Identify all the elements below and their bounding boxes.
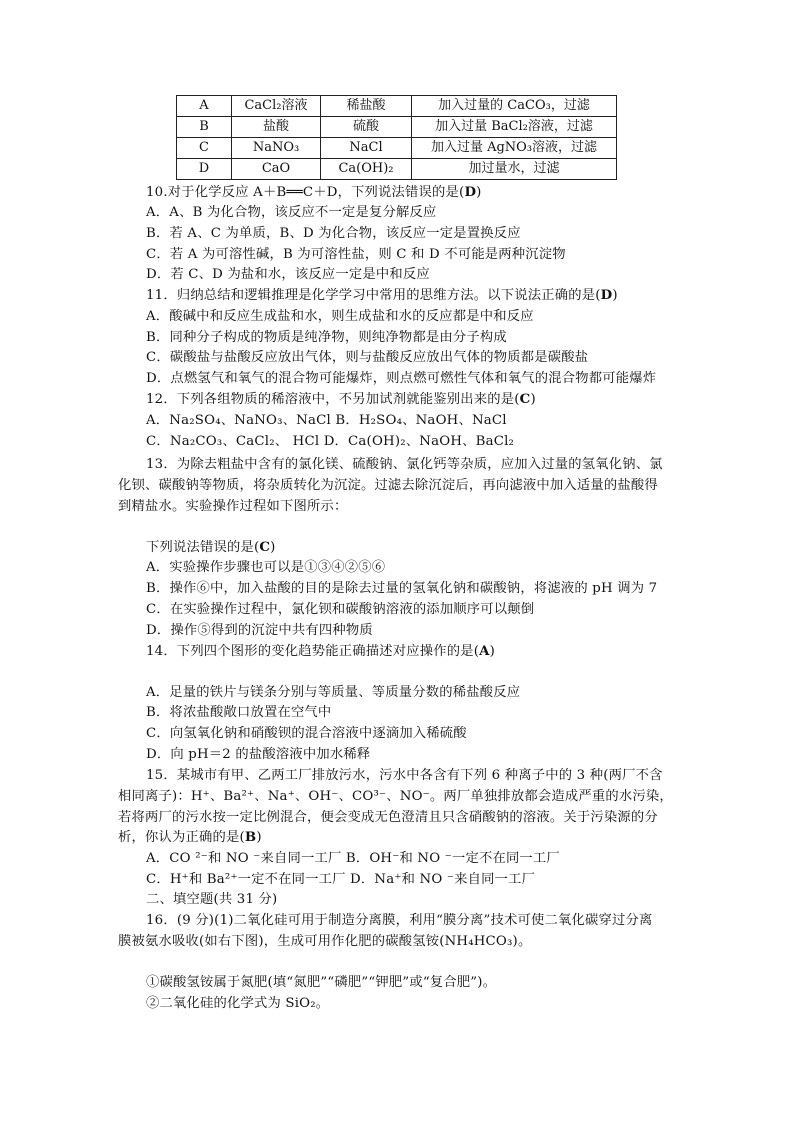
answer-close-paren: ) — [270, 540, 276, 555]
line-text: B．操作⑥中，加入盐酸的目的是除去过量的氢氧化钠和碳酸钠，将滤液的 pH 调为 7 — [146, 581, 658, 596]
line-q14 — [146, 642, 495, 662]
line-text: A．Na₂SO₄、NaNO₃、NaCl B．H₂SO₄、NaOH、NaCl — [146, 413, 507, 428]
line-q10d — [146, 265, 430, 285]
line-text: 若将两厂的污水按一定比例混合，便会变成无色澄清且只含硝酸钠的溶液。关于污染源的分 — [118, 810, 658, 825]
table-cell-label: A — [177, 96, 232, 117]
line-q11d — [146, 369, 656, 389]
table-cell-label: D — [177, 159, 232, 180]
table-cell-c3: 加过量水，过滤 — [412, 159, 617, 180]
line-q15ab — [146, 849, 560, 869]
line-text: 12．下列各组物质的稀溶液中，不另加试剂就能鉴别出来的是( — [146, 392, 520, 407]
line-text: A．CO ²⁻和 NO ⁻来自同一工厂 B．OH⁻和 NO ⁻一定不在同一工厂 — [146, 851, 560, 866]
table-cell-c2: 稀盐酸 — [321, 96, 412, 117]
table-row — [177, 117, 617, 138]
answer-letter: D — [464, 185, 477, 200]
table-cell-c1: NaNO₃ — [232, 138, 321, 159]
line-text: 析，你认为正确的是( — [118, 830, 245, 845]
line-q11 — [146, 286, 618, 306]
line-q15cd — [146, 870, 535, 890]
line-text: 13．为除去粗盐中含有的氯化镁、硫酸钠、氯化钙等杂质，应加入过量的氢氧化钠、氯 — [146, 457, 663, 472]
line-q12ab — [146, 411, 507, 431]
table-cell-c2: Ca(OH)₂ — [321, 159, 412, 180]
line-q15_4 — [118, 828, 262, 848]
answer-letter: B — [244, 830, 257, 845]
line-text: D．若 C、D 为盐和水，该反应一定是中和反应 — [146, 267, 430, 282]
line-text: ①碳酸氢铵属于氮肥(填“氮肥”“磷肥”“钾肥”或“复合肥”)。 — [146, 975, 497, 990]
line-q15_1 — [146, 766, 663, 786]
table-row — [177, 159, 617, 180]
line-text: B．若 A、C 为单质，B、D 为化合物，该反应一定是置换反应 — [146, 226, 521, 241]
line-text: 14．下列四个图形的变化趋势能正确描述对应操作的是( — [146, 644, 480, 659]
table-cell-c3: 加入过量 AgNO₃溶液，过滤 — [412, 138, 617, 159]
line-text: B．同种分子构成的物质是纯净物，则纯净物都是由分子构成 — [146, 330, 507, 345]
answer-close-paren: ) — [612, 288, 618, 303]
table-cell-label: B — [177, 117, 232, 138]
line-text: 相同离子)：H⁺、Ba²⁺、Na⁺、OH⁻、CO³⁻、NO⁻。两厂单独排放都会造成严重的水污染， — [118, 789, 673, 804]
table-cell-c1: 盐酸 — [232, 117, 321, 138]
line-q13d — [146, 621, 373, 641]
line-text: 16．(9 分)(1)二氧化硅可用于制造分离膜，利用“膜分离”技术可使二氧化碳穿过分离 — [146, 913, 653, 928]
line-q10 — [146, 183, 482, 203]
line-q11a — [146, 307, 534, 327]
line-text: 11．归纳总结和逻辑推理是化学学习中常用的思维方法。以下说法正确的是( — [146, 288, 601, 303]
answer-letter: C — [259, 540, 271, 555]
table-cell-c1: CaCl₂溶液 — [232, 96, 321, 117]
table-cell-label: C — [177, 138, 232, 159]
line-text: C．Na₂CO₃、CaCl₂、 HCl D．Ca(OH)₂、NaOH、BaCl₂ — [146, 434, 515, 449]
line-text: 10.对于化学反应 A＋B══C＋D，下列说法错误的是( — [146, 185, 465, 200]
line-q13a — [146, 558, 385, 578]
line-text: ②二氧化硅的化学式为 SiO₂。 — [146, 996, 330, 1011]
line-q14d — [146, 745, 370, 765]
line-text: D．向 pH＝2 的盐酸溶液中加水稀释 — [146, 747, 371, 762]
answer-letter: C — [519, 392, 531, 407]
line-q14a — [146, 683, 520, 703]
line-q13_q — [146, 538, 276, 558]
table-cell-c2: 硫酸 — [321, 117, 412, 138]
line-q10a — [146, 203, 436, 223]
line-q10b — [146, 224, 521, 244]
line-q16_3 — [146, 973, 496, 993]
options-table — [176, 95, 617, 180]
line-q13_1 — [146, 455, 663, 475]
answer-close-paren: ) — [530, 392, 536, 407]
line-text: D．点燃氢气和氧气的混合物可能爆炸，则点燃可燃性气体和氧气的混合物都可能爆炸 — [146, 371, 657, 386]
line-q11b — [146, 328, 507, 348]
line-q13b — [146, 579, 657, 599]
line-text: 化钡、碳酸钠等物质，将杂质转化为沉淀。过滤去除沉淀后，再向滤液中加入适量的盐酸得 — [118, 478, 658, 493]
table-row — [177, 138, 617, 159]
line-text: 二、填空题(共 31 分) — [146, 892, 278, 907]
line-text: C．若 A 为可溶性碱，B 为可溶性盐，则 C 和 D 不可能是两种沉淀物 — [146, 247, 566, 262]
line-text: A．A、B 为化合物，该反应不一定是复分解反应 — [146, 205, 437, 220]
line-q16_1 — [146, 911, 653, 931]
line-text: 膜被氨水吸收(如右下图)，生成可用作化肥的碳酸氢铵(NH₄HCO₃)。 — [118, 934, 532, 949]
line-text: C．H⁺和 Ba²⁺一定不在同一工厂 D．Na⁺和 NO ⁻来自同一工厂 — [146, 872, 536, 887]
line-text: 到精盐水。实验操作过程如下图所示： — [118, 499, 348, 514]
line-text: 下列说法错误的是( — [146, 540, 260, 555]
line-text: A．酸碱中和反应生成盐和水，则生成盐和水的反应都是中和反应 — [146, 309, 534, 324]
table-cell-c3: 加入过量 BaCl₂溶液，过滤 — [412, 117, 617, 138]
table-cell-c3: 加入过量的 CaCO₃，过滤 — [412, 96, 617, 117]
line-q15_2 — [118, 787, 673, 807]
line-text: A．足量的铁片与镁条分别与等质量、等质量分数的稀盐酸反应 — [146, 685, 521, 700]
answer-close-paren: ) — [256, 830, 262, 845]
line-q14b — [146, 703, 331, 723]
line-q16_2 — [118, 932, 531, 952]
line-q16_4 — [146, 994, 329, 1014]
answer-close-paren: ) — [476, 185, 482, 200]
answer-letter: D — [600, 288, 613, 303]
table-cell-c1: CaO — [232, 159, 321, 180]
answer-letter: A — [479, 644, 490, 659]
line-text: D．操作⑤得到的沉淀中共有四种物质 — [146, 623, 373, 638]
line-q13_3 — [118, 497, 347, 517]
table-cell-c2: NaCl — [321, 138, 412, 159]
table-row — [177, 96, 617, 117]
line-q13c — [146, 600, 534, 620]
line-q15_3 — [118, 808, 658, 828]
line-text: C．向氢氧化钠和硝酸钡的混合溶液中逐滴加入稀硫酸 — [146, 726, 467, 741]
line-q12cd — [146, 432, 514, 452]
line-q10c — [146, 245, 566, 265]
line-text: 15．某城市有甲、乙两工厂排放污水，污水中各含有下列 6 种离子中的 3 种(两厂不含 — [146, 768, 663, 783]
answer-close-paren: ) — [489, 644, 496, 659]
line-q14c — [146, 724, 467, 744]
line-q11c — [146, 348, 588, 368]
line-text: C．在实验操作过程中，氯化钡和碳酸钠溶液的添加顺序可以颠倒 — [146, 602, 535, 617]
line-sec2 — [146, 890, 277, 910]
line-q13_2 — [118, 476, 658, 496]
line-text: A．实验操作步骤也可以是①③④②⑤⑥ — [146, 560, 386, 575]
line-text: B．将浓盐酸敞口放置在空气中 — [146, 705, 332, 720]
line-text: C．碳酸盐与盐酸反应放出气体，则与盐酸反应放出气体的物质都是碳酸盐 — [146, 350, 589, 365]
line-q12 — [146, 390, 536, 410]
